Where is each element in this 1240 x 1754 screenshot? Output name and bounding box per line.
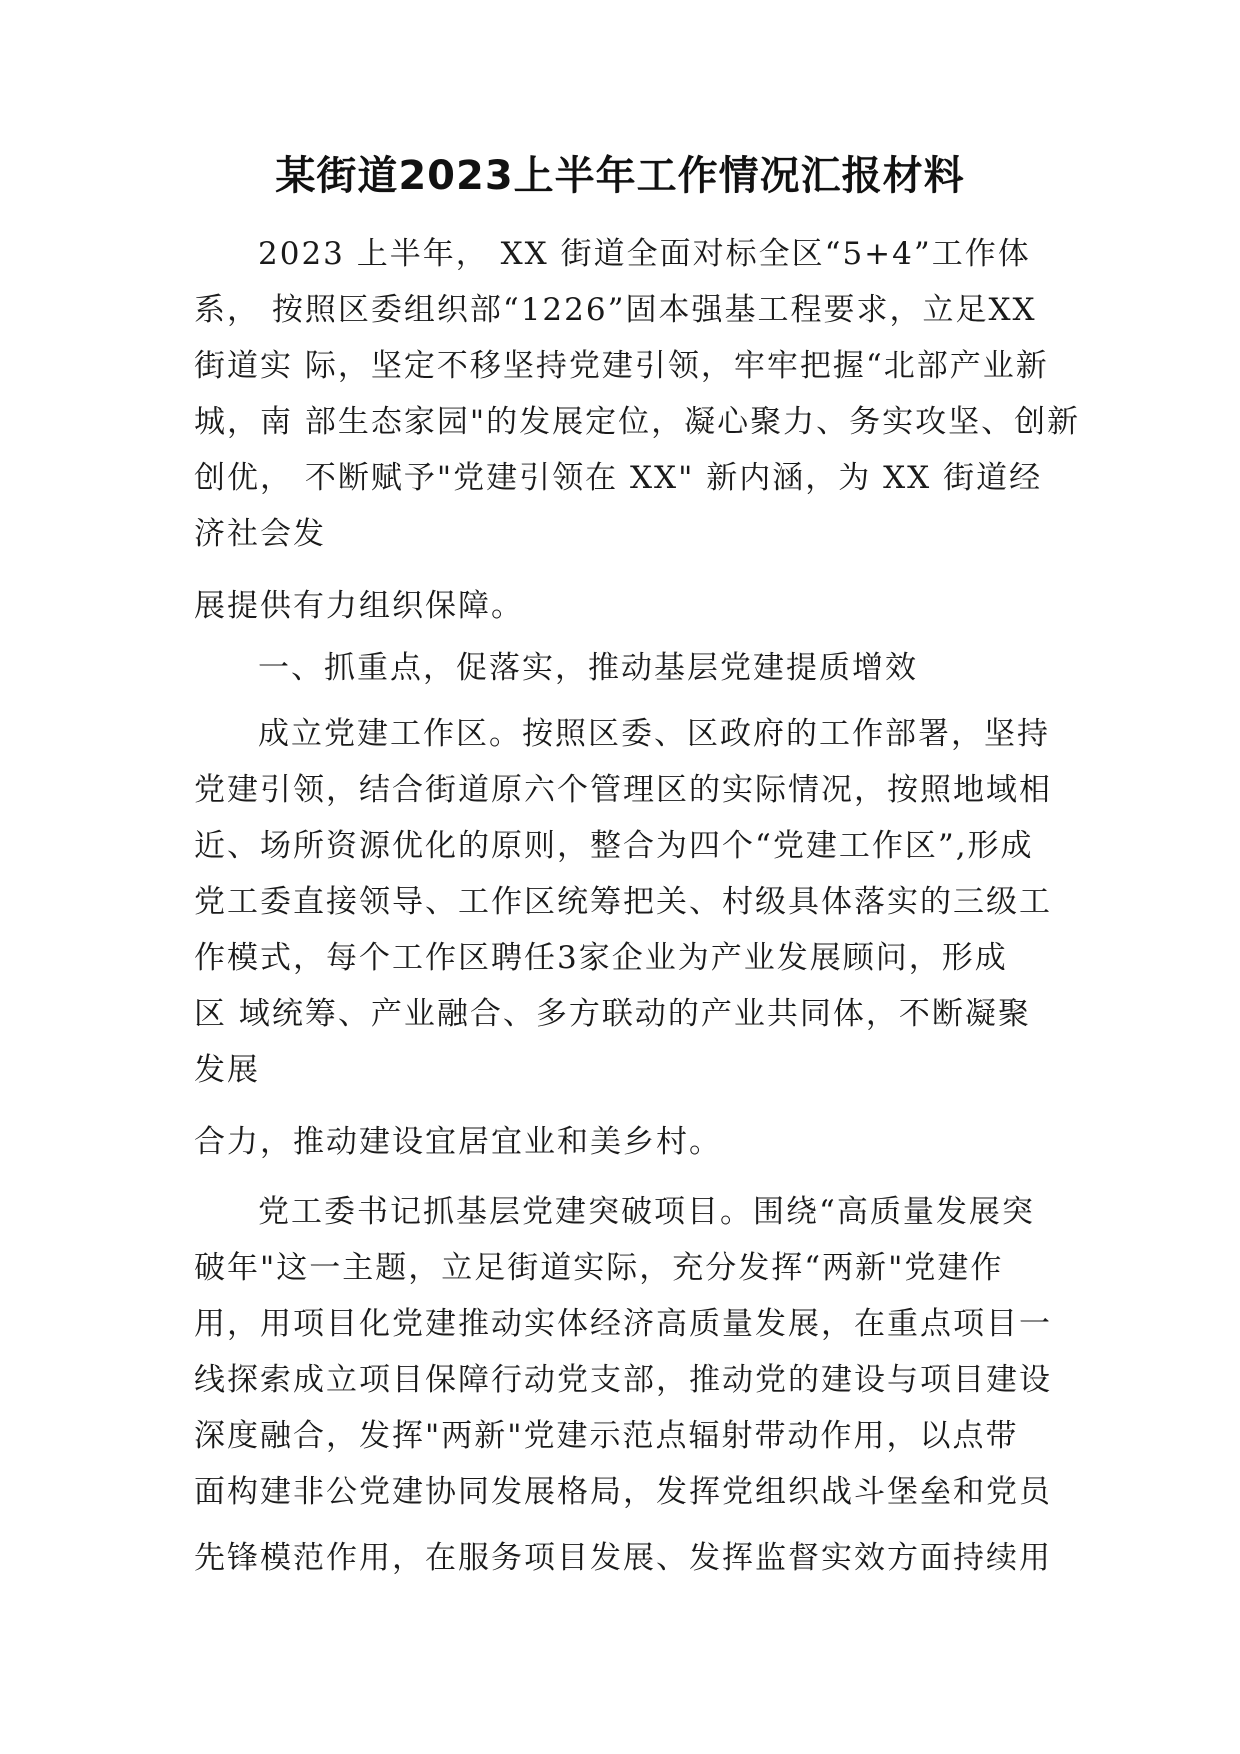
paragraph-line: 近、场所资源优化的原则，整合为四个“党建工作区”,形成 [194, 828, 1034, 864]
paragraph-line: 成立党建工作区。按照区委、区政府的工作部署，坚持 [258, 716, 1050, 752]
section-heading: 一、抓重点，促落实，推动基层党建提质增效 [258, 650, 918, 686]
paragraph-line: 党工委直接领导、工作区统筹把关、村级具体落实的三级工 [194, 884, 1052, 920]
paragraph-line: 作模式，每个工作区聘任3家企业为产业发展顾问，形成 [194, 940, 1008, 976]
paragraph-line: 党建引领，结合街道原六个管理区的实际情况，按照地域相 [194, 772, 1052, 808]
paragraph-line: 破年"这一主题，立足街道实际，充分发挥“两新"党建作 [194, 1250, 1004, 1286]
paragraph-line: 展提供有力组织保障。 [194, 588, 524, 624]
paragraph-line: 2023 上半年， XX 街道全面对标全区“5+4”工作体 [258, 236, 1031, 272]
paragraph-line: 面构建非公党建协同发展格局，发挥党组织战斗堡垒和党员 [194, 1474, 1052, 1510]
paragraph-line: 深度融合，发挥"两新"党建示范点辐射带动作用，以点带 [194, 1418, 1019, 1454]
paragraph-line: 街道实 际，坚定不移坚持党建引领，牢牢把握“北部产业新 [194, 348, 1049, 384]
paragraph-line: 城，南 部生态家园"的发展定位，凝心聚力、务实攻坚、创新 [194, 404, 1081, 440]
paragraph-line: 党工委书记抓基层党建突破项目。围绕“高质量发展突 [258, 1194, 1035, 1230]
paragraph-line: 合力，推动建设宜居宜业和美乡村。 [194, 1124, 722, 1160]
paragraph-line: 系， 按照区委组织部“1226”固本强基工程要求，立足XX [194, 292, 1037, 328]
paragraph-line: 用，用项目化党建推动实体经济高质量发展，在重点项目一 [194, 1306, 1052, 1342]
paragraph-line: 线探索成立项目保障行动党支部，推动党的建设与项目建设 [194, 1362, 1052, 1398]
document-title: 某街道2023上半年工作情况汇报材料 [275, 153, 965, 199]
paragraph-line: 先锋模范作用，在服务项目发展、发挥监督实效方面持续用 [194, 1540, 1052, 1576]
paragraph-line: 区 域统筹、产业融合、多方联动的产业共同体，不断凝聚 [194, 996, 1031, 1032]
paragraph-line: 济社会发 [194, 516, 326, 552]
paragraph-line: 发展 [194, 1052, 260, 1088]
paragraph-line: 创优， 不断赋予"党建引领在 XX" 新内涵，为 XX 街道经 [194, 460, 1043, 496]
